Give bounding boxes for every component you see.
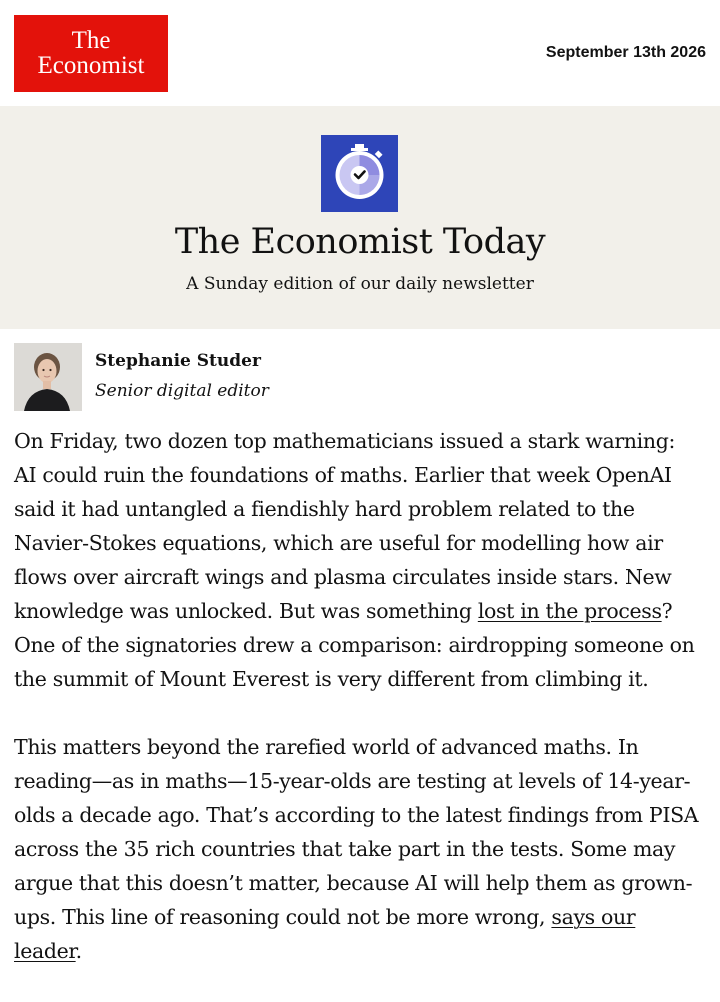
paragraph-line — [14, 934, 714, 968]
logo-line-2: Economist — [37, 52, 145, 79]
paragraph-line: Navier-Stokes equations, which are useful for modelling how air — [14, 531, 663, 555]
paragraph-line: argue that this doesn’t matter, because AI will help them as grown- — [14, 871, 693, 895]
paragraph-line: the summit of Mount Everest is very different from climbing it. — [14, 667, 649, 691]
newsletter-header — [0, 0, 720, 106]
author-avatar — [14, 343, 82, 411]
paragraph-line — [14, 594, 714, 628]
paragraph-line: across the 35 rich countries that take part in the tests. Some may — [14, 837, 676, 861]
paragraph-line: One of the signatories drew a comparison: airdropping someone on — [14, 633, 695, 657]
newsletter-subtitle: A Sunday edition of our daily newsletter — [186, 274, 534, 294]
article-paragraph — [14, 730, 714, 968]
author-byline — [14, 343, 706, 411]
paragraph-line: On Friday, two dozen top mathematicians issued a stark warning: — [14, 429, 676, 453]
logo-line-1: The — [71, 27, 111, 54]
says-our-leader-link[interactable]: says our — [551, 905, 636, 929]
paragraph-line: reading—as in maths—15-year-olds are testing at levels of 14-year- — [14, 769, 691, 793]
economist-logo[interactable] — [14, 15, 168, 92]
paragraph-line — [14, 900, 714, 934]
article-paragraph — [14, 424, 714, 696]
newsletter-hero — [0, 106, 720, 329]
lost-in-the-process-link[interactable]: lost in the process — [477, 599, 662, 623]
issue-date: September 13th 2026 — [545, 44, 706, 61]
says-our-leader-link-continued[interactable]: leader — [14, 939, 76, 963]
paragraph-text: ? — [661, 599, 673, 623]
paragraph-text: ups. This line of reasoning could not be more wrong, — [14, 905, 552, 929]
article-body — [14, 424, 714, 1002]
paragraph-text: . — [75, 939, 82, 963]
paragraph-line: AI could ruin the foundations of maths. Earlier that week OpenAI — [14, 463, 672, 487]
newsletter-title: The Economist Today — [174, 222, 546, 262]
stopwatch-icon — [321, 135, 398, 212]
paragraph-line: said it had untangled a fiendishly hard problem related to the — [14, 497, 635, 521]
paragraph-line: This matters beyond the rarefied world of advanced maths. In — [14, 735, 639, 759]
author-role: Senior digital editor — [95, 381, 269, 401]
author-name: Stephanie Studer — [95, 351, 261, 371]
paragraph-line: flows over aircraft wings and plasma circulates inside stars. New — [14, 565, 672, 589]
paragraph-text: knowledge was unlocked. But was something — [14, 599, 478, 623]
paragraph-line: olds a decade ago. That’s according to the latest findings from PISA — [14, 803, 699, 827]
